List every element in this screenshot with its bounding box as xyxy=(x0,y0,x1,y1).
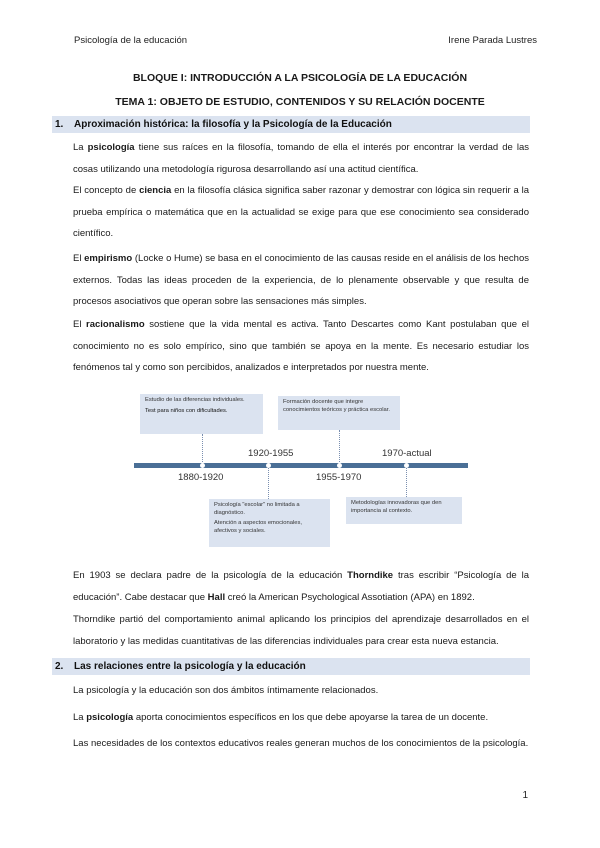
timeline-box-1970: Metodologías innovadoras que den importancia al contexto. xyxy=(346,497,462,524)
paragraph-relacion: La psicología y la educación son dos ámbitos íntimamente relacionados. xyxy=(73,685,379,696)
paragraph-psicologia: La psicología tiene sus raíces en la filosofía, tomando de ella el interés por encontrar la verdad de las cosas utilizando una metodología rigurosa desarrollando así una actitud científica. xyxy=(73,142,529,175)
period-1955-1970: 1955-1970 xyxy=(316,472,362,483)
page-number: 1 xyxy=(522,790,528,801)
timeline-marker-1970 xyxy=(404,463,409,468)
connector-1920 xyxy=(268,466,269,499)
paragraph-thorndike: En 1903 se declara padre de la psicología de la educación Thorndike tras escribir “Psicología de la educación”. Cabe destacar que Hall creó la American Psychological Assotiation (APA) en 1892. xyxy=(73,570,529,603)
block-title: BLOQUE I: INTRODUCCIÓN A LA PSICOLOGÍA DE LA EDUCACIÓN xyxy=(132,72,468,84)
period-1970-actual: 1970-actual xyxy=(382,448,432,459)
section-1-number: 1. xyxy=(55,119,64,130)
section-1-title: Aproximación histórica: la filosofía y la Psicología de la Educación xyxy=(74,119,392,130)
paragraph-ciencia: El concepto de ciencia en la filosofía clásica significa saber razonar y demostrar con lógica sin requerir a la prueba empírica o matemática que en la actualidad se exige para que ese conocimiento sea considerado científico. xyxy=(73,185,529,239)
timeline-box-1955: Formación docente que integre conocimientos teóricos y práctica escolar. xyxy=(278,396,400,430)
paragraph-thorndike-method: Thorndike partió del comportamiento animal aplicando los principios del aprendizaje desarrollados en el laboratorio y las medidas cuantitativas de las diferencias individuales para crear esta nueva estancia. xyxy=(73,614,529,647)
section-2-title: Las relaciones entre la psicología y la educación xyxy=(74,661,306,672)
paragraph-racionalismo: El racionalismo sostiene que la vida mental es activa. Tanto Descartes como Kant postulaban que el conocimiento no es solo empírico, sino que también se apoya en la mente. Es necesario estudiar los fenómenos tal y como son percibidos, analizados e interpretados por nuestra mente. xyxy=(73,319,529,373)
timeline-axis xyxy=(134,463,468,468)
topic-title: TEMA 1: OBJETO DE ESTUDIO, CONTENIDOS Y SU RELACIÓN DOCENTE xyxy=(115,96,485,108)
period-1880-1920: 1880-1920 xyxy=(178,472,224,483)
connector-1955 xyxy=(339,430,340,464)
connector-1880 xyxy=(202,434,203,464)
header-right: Irene Parada Lustres xyxy=(448,35,537,46)
section-2-number: 2. xyxy=(55,661,64,672)
timeline-marker-1920 xyxy=(266,463,271,468)
paragraph-necesidades: Las necesidades de los contextos educativos reales generan muchos de los conocimientos de la psicología. xyxy=(73,738,529,749)
timeline-marker-1955 xyxy=(337,463,342,468)
timeline-box-1920: Psicología "escolar" no limitada a diagnóstico. Atención a aspectos emocionales, afectivos y sociales. xyxy=(209,499,330,547)
paragraph-empirismo: El empirismo (Locke o Hume) se basa en el conocimiento de las causas reside en el análisis de los hechos externos. Todas las ideas proceden de la experiencia, de lo plenamente observable y que resulta de procesos asociativos que operan sobre las sensaciones más simples. xyxy=(73,253,529,307)
header-left: Psicología de la educación xyxy=(74,35,188,46)
connector-1970 xyxy=(406,466,407,497)
section-2-heading xyxy=(52,658,530,675)
paragraph-aporta: La psicología aporta conocimientos específicos en los que debe apoyarse la tarea de un docente. xyxy=(73,712,489,723)
timeline-marker-1880 xyxy=(200,463,205,468)
period-1920-1955: 1920-1955 xyxy=(248,448,294,459)
timeline-box-1880: Estudio de las diferencias individuales. Test para niños con dificultades. xyxy=(140,394,263,434)
section-1-heading xyxy=(52,116,530,133)
